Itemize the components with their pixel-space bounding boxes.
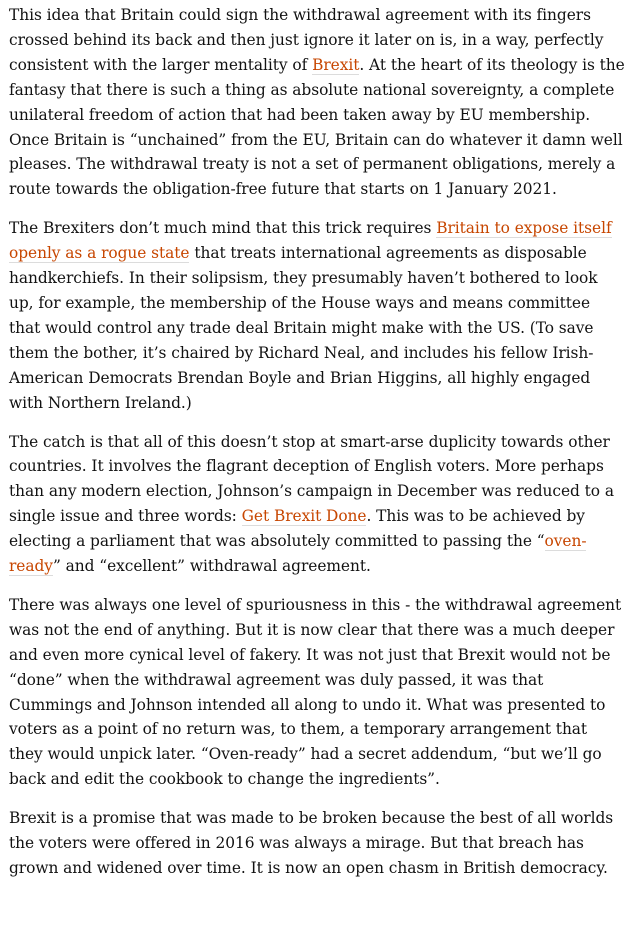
paragraph-text: This idea that Britain could sign the withdrawal agreement with its fingers crossed behind its back and then just ignore it later on is, in a way, perfectly consistent with the larger mentality of (9, 6, 604, 74)
paragraph-text: Brexit is a promise that was made to be broken because the best of all worlds the voters were offered in 2016 was always a mirage. But that breach has grown and widened over time. It is now an open chasm in British democracy. (9, 809, 614, 877)
article-paragraph (9, 593, 625, 792)
inline-link[interactable]: oven-ready (9, 532, 587, 576)
paragraph-text: The Brexiters don’t much mind that this trick requires (9, 219, 437, 238)
inline-link[interactable]: Britain to expose itself openly as a rogue state (9, 219, 612, 263)
article-paragraph (9, 3, 625, 202)
article-paragraph (9, 430, 625, 579)
paragraph-text: that treats international agreements as disposable handkerchiefs. In their solipsism, they presumably haven’t bothered to look up, for example, the membership of the House ways and means committee that would control any trade deal Britain might make with the US. (To save them the bother, it’s chaired by Richard Neal, and includes his fellow Irish-American Democrats Brendan Boyle and Brian Higgins, all highly engaged with Northern Ireland.) (9, 244, 598, 412)
paragraph-text: . This was to be achieved by electing a parliament that was absolutely committed to passing the “ (9, 507, 585, 551)
paragraph-text: The catch is that all of this doesn’t stop at smart-arse duplicity towards other countries. It involves the flagrant deception of English voters. More perhaps than any modern election, Johnson’s campaign in December was reduced to a single issue and three words: (9, 432, 614, 526)
article-paragraph (9, 216, 625, 415)
paragraph-text: ” and “excellent” withdrawal agreement. (52, 557, 371, 576)
inline-link[interactable]: Get Brexit Done (241, 507, 367, 526)
inline-link[interactable]: Brexit (312, 55, 360, 74)
article-paragraph (9, 806, 625, 881)
paragraph-text: . At the heart of its theology is the fantasy that there is such a thing as absolute national sovereignty, a complete unilateral freedom of action that had been taken away by EU membership. Once Britain is “unchained” from the EU, Britain can do whatever it damn well pleases. The withdrawal treaty is not a set of permanent obligations, merely a route towards the obligation-free future that starts on 1 January 2021. (9, 55, 625, 199)
paragraph-text: There was always one level of spuriousness in this - the withdrawal agreement was not the end of anything. But it is now clear that there was a much deeper and even more cynical level of fakery. It was not just that Brexit would not be “done” when the withdrawal agreement was duly passed, it was that Cummings and Johnson intended all along to undo it. What was presented to voters as a point of no return was, to them, a temporary arrangement that they would unpick later. “Oven-ready” had a secret addendum, “but we’ll go back and edit the cookbook to change the ingredients”. (9, 595, 622, 789)
